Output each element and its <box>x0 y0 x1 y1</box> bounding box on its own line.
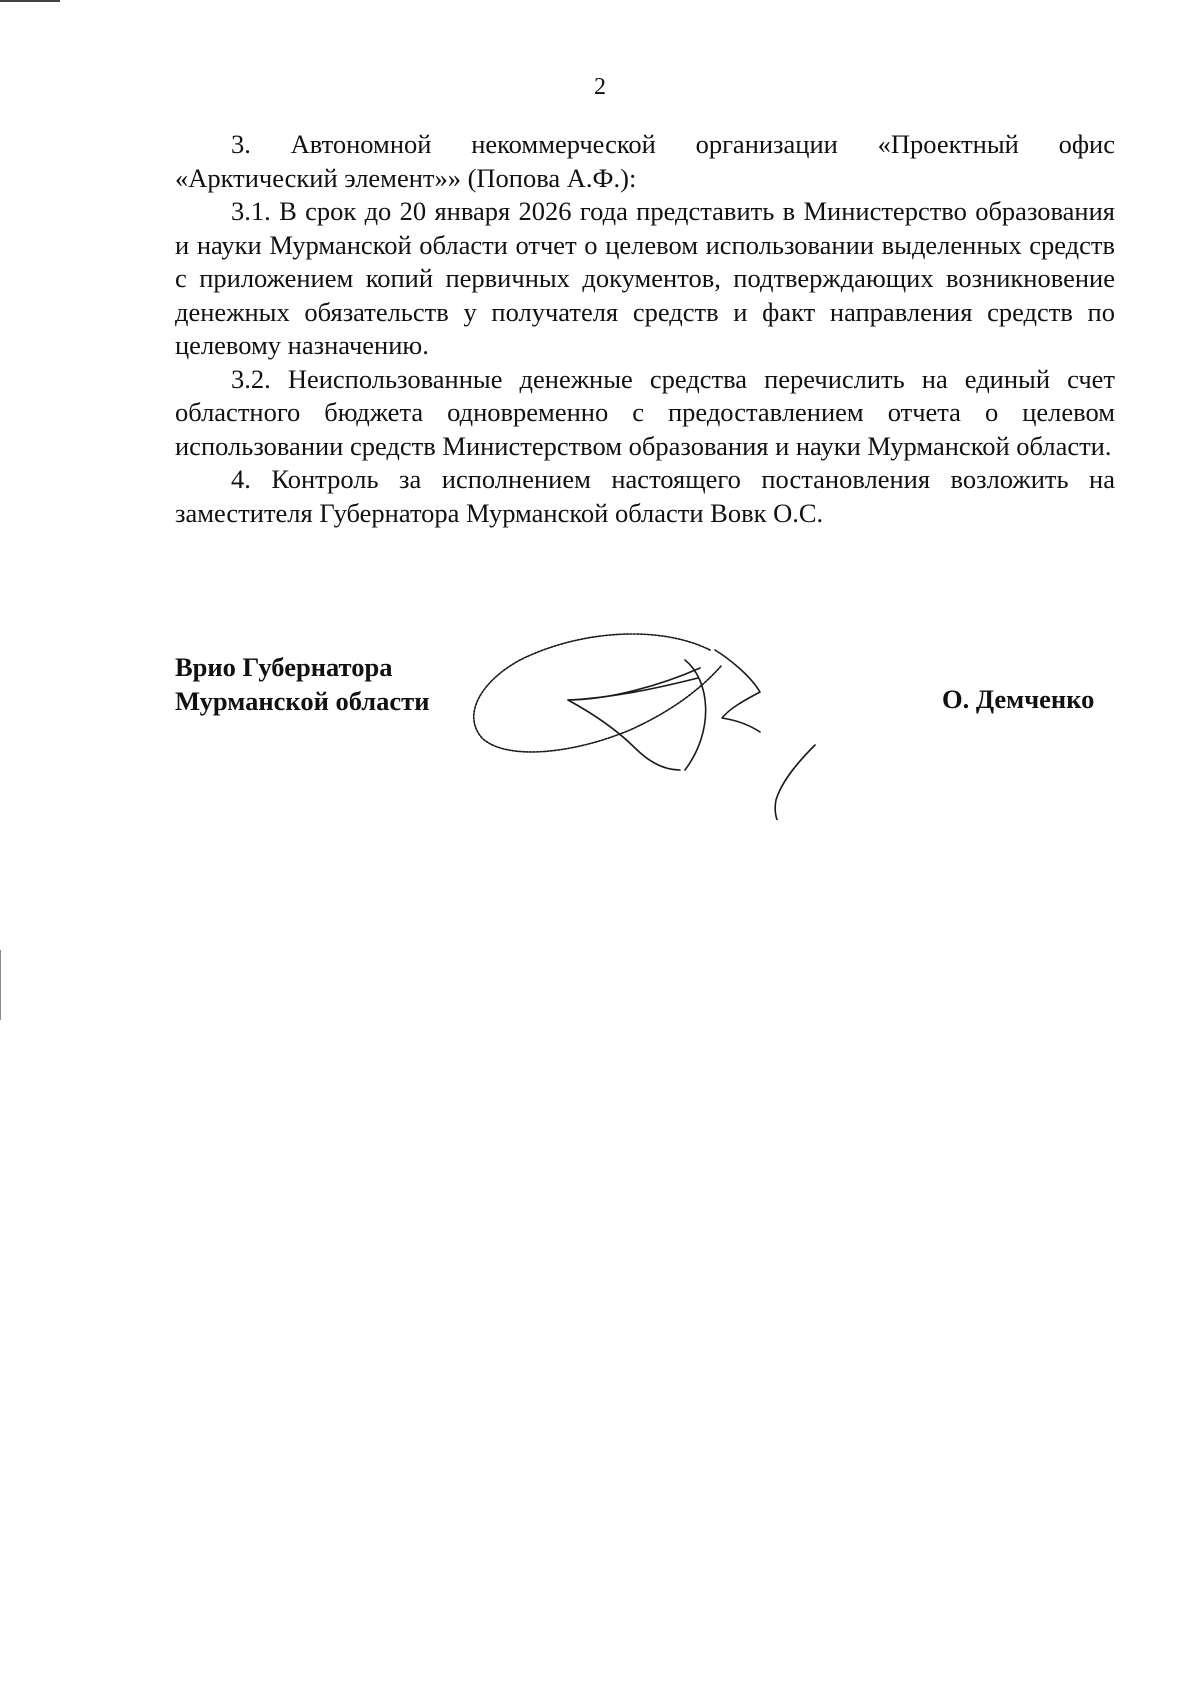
paragraph-3-1: 3.1. В срок до 20 января 2026 года представить в Министерство образования и науки Мурманской области отчет о целевом использовании выделенных средств с приложением копий первичных документов, подтверждающих возникновение денежных обязательств у получателя средств и факт направления средств по целевому назначению. <box>175 196 1115 360</box>
paragraph-3: 3. Автономной некоммерческой организации «Проектный офис «Арктический элемент»» (Попова А.Ф.): <box>175 129 1115 193</box>
scan-artifact-left-edge <box>0 950 1 1020</box>
page-number: 2 <box>594 74 606 100</box>
paragraph-3-2: 3.2. Неиспользованные денежные средства перечислить на единый счет областного бюджета одновременно с предоставлением отчета о целевом использовании средств Министерством образования и науки Мурманской области. <box>175 363 1115 461</box>
signatory-title-line2: Мурманской области <box>175 686 430 716</box>
signatory-name: О. Демченко <box>942 684 1095 714</box>
signatory-title <box>175 650 429 718</box>
paragraph-4: 4. Контроль за исполнением настоящего постановления возложить на заместителя Губернатора Мурманской области Вовк О.С. <box>175 464 1115 528</box>
document-body <box>175 128 1115 530</box>
handwritten-signature <box>460 620 840 820</box>
scan-artifact-top-left <box>0 0 60 2</box>
signatory-title-line1: Врио Губернатора <box>175 652 393 682</box>
